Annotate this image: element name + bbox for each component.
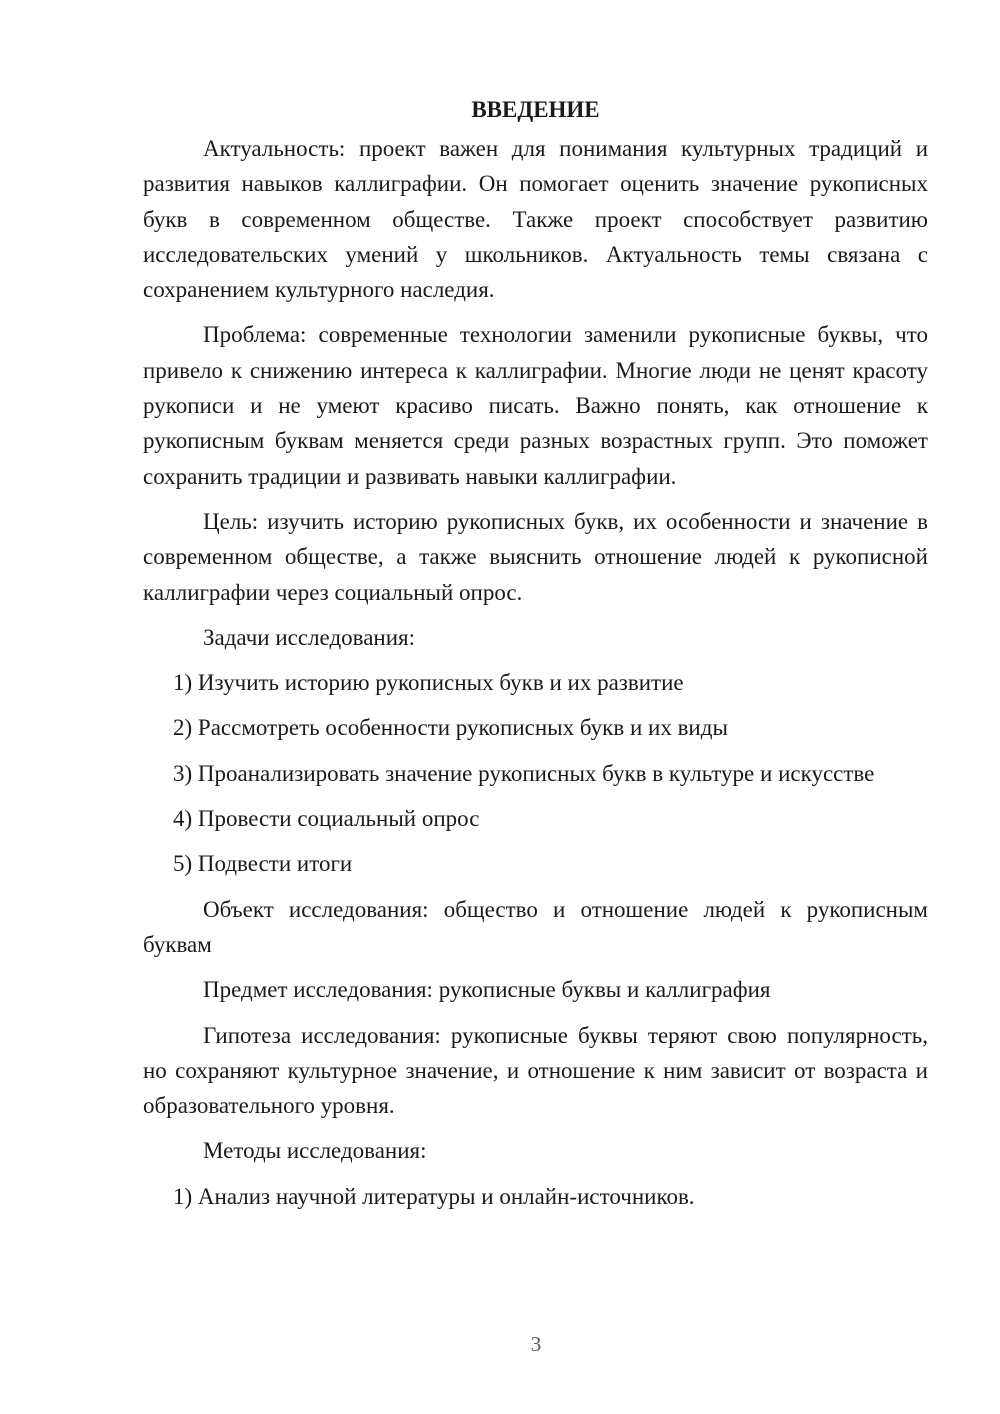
task-item: 5) Подвести итоги — [173, 851, 353, 877]
relevance-paragraph: Актуальность: проект важен для понимания культурных традиций и развития навыков каллиграфии. Он помогает оценить значение рукописных букв в современном обществе. Также проект способствует развитию исследовательских умений у школьников. Актуальность темы связана с сохранением культурного наследия. — [143, 136, 928, 303]
hypothesis-paragraph: Гипотеза исследования: рукописные буквы теряют свою популярность, но сохраняют культурное значение, и отношение к ним зависит от возраста и образовательного уровня. — [143, 1022, 928, 1119]
object-paragraph: Объект исследования: общество и отношение людей к рукописным буквам — [143, 896, 928, 957]
section-heading: ВВЕДЕНИЕ — [471, 97, 600, 122]
goal-paragraph: Цель: изучить историю рукописных букв, их особенности и значение в современном обществе, а также выяснить отношение людей к рукописной каллиграфии через социальный опрос. — [143, 508, 928, 605]
task-item: 4) Провести социальный опрос — [173, 806, 480, 832]
task-item: 2) Рассмотреть особенности рукописных букв и их виды — [173, 715, 728, 741]
page-number: 3 — [530, 1332, 542, 1356]
problem-paragraph: Проблема: современные технологии заменили рукописные буквы, что привело к снижению интереса к каллиграфии. Многие люди не ценят красоту рукописи и не умеют красиво писать. Важно понять, как отношение к рукописным буквам меняется среди разных возрастных групп. Это поможет сохранить традиции и развивать навыки каллиграфии. — [143, 322, 928, 489]
subject-paragraph: Предмет исследования: рукописные буквы и каллиграфия — [203, 977, 771, 1003]
task-item: 1) Изучить историю рукописных букв и их развитие — [173, 670, 684, 696]
methods-title: Методы исследования: — [203, 1138, 427, 1164]
task-item: 3) Проанализировать значение рукописных букв в культуре и искусстве — [173, 760, 875, 786]
method-item: 1) Анализ научной литературы и онлайн-источников. — [173, 1183, 695, 1209]
tasks-title: Задачи исследования: — [203, 624, 416, 650]
document-page — [143, 92, 928, 1224]
